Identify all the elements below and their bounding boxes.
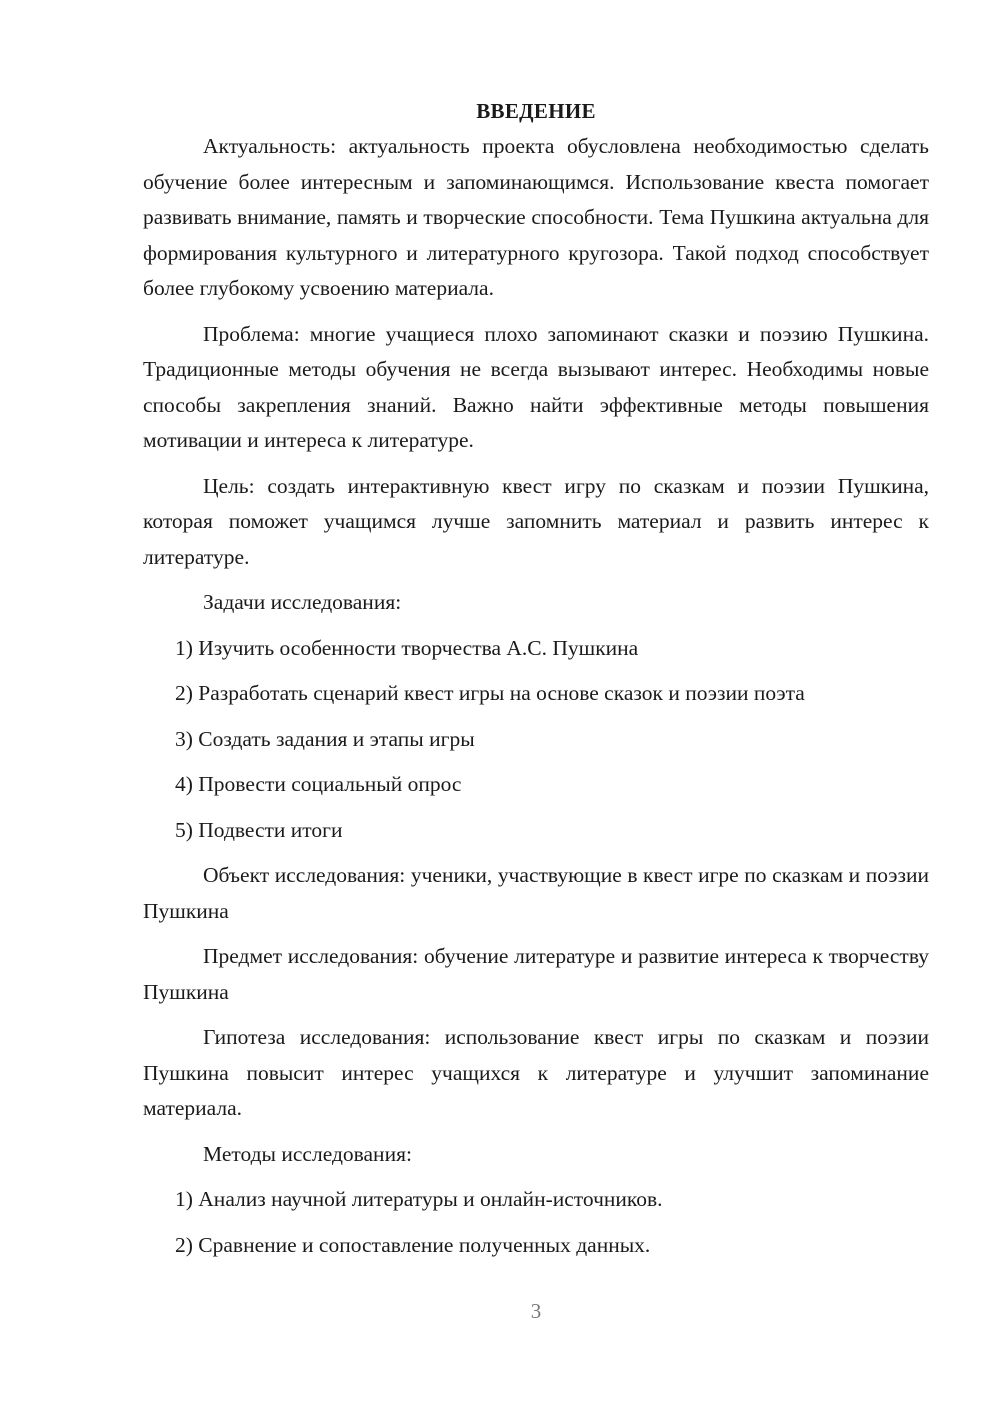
list-item: 3) Создать задания и этапы игры <box>175 726 475 751</box>
tasks-list <box>143 631 929 849</box>
hypothesis-paragraph: Гипотеза исследования: использование квест игры по сказкам и поэзии Пушкина повысит интерес учащихся к литературе и улучшит запоминание материала. <box>143 1025 929 1120</box>
methods-label: Методы исследования: <box>203 1141 412 1166</box>
object-paragraph: Объект исследования: ученики, участвующие в квест игре по сказкам и поэзии Пушкина <box>143 863 929 923</box>
list-item: 1) Изучить особенности творчества А.С. Пушкина <box>175 635 639 660</box>
list-item: 2) Разработать сценарий квест игры на основе сказок и поэзии поэта <box>175 681 805 705</box>
section-title: ВВЕДЕНИЕ <box>476 99 596 123</box>
goal-paragraph: Цель: создать интерактивную квест игру по сказкам и поэзии Пушкина, которая поможет учащимся лучше запомнить материал и развить интерес к литературе. <box>143 473 929 569</box>
document-page <box>143 96 929 1273</box>
list-item: 1) Анализ научной литературы и онлайн-источников. <box>175 1187 663 1211</box>
page-number: 3 <box>530 1299 542 1323</box>
methods-list <box>143 1182 929 1263</box>
list-item: 2) Сравнение и сопоставление полученных данных. <box>175 1232 651 1257</box>
relevance-paragraph: Актуальность: актуальность проекта обусловлена необходимостью сделать обучение более интересным и запоминающимся. Использование квеста помогает развивать внимание, память и творческие способности. Тема Пушкина актуальна для формирования культурного и литературного кругозора. Такой подход способствует более глубокому усвоению материала. <box>143 134 929 300</box>
subject-paragraph: Предмет исследования: обучение литературе и развитие интереса к творчеству Пушкина <box>143 944 929 1004</box>
list-item: 4) Провести социальный опрос <box>175 772 462 796</box>
problem-paragraph: Проблема: многие учащиеся плохо запоминают сказки и поэзию Пушкина. Традиционные методы обучения не всегда вызывают интерес. Необходимы новые способы закрепления знаний. Важно найти эффективные методы повышения мотивации и интереса к литературе. <box>143 321 929 452</box>
list-item: 5) Подвести итоги <box>175 817 343 842</box>
tasks-label: Задачи исследования: <box>203 590 402 614</box>
